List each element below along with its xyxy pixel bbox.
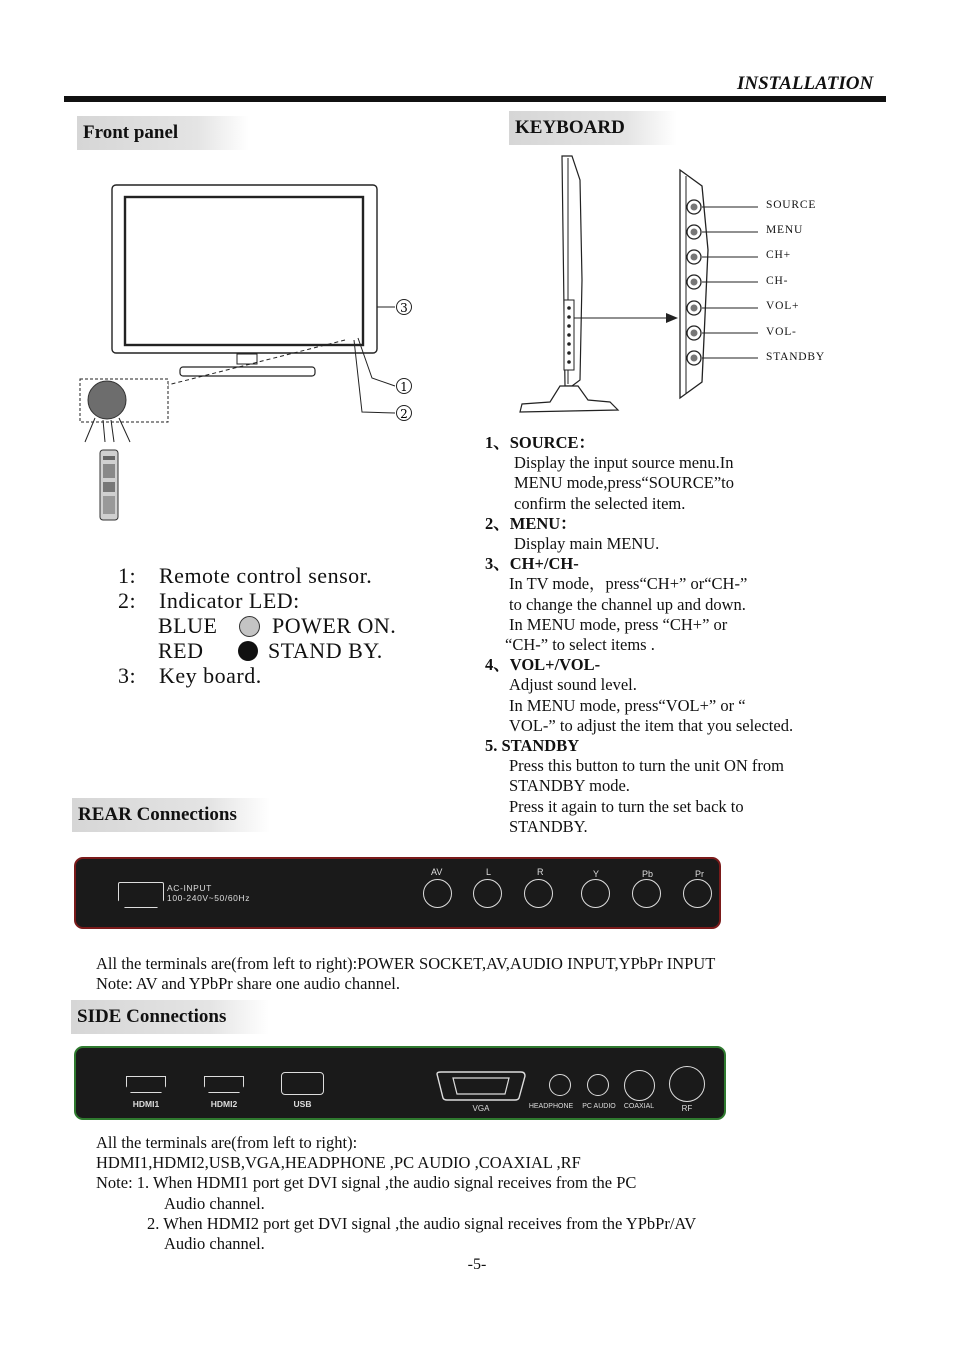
remote-sensor-icon [88, 381, 126, 419]
kb-item-line: STANDBY mode. [509, 776, 630, 796]
kb-label-source: SOURCE [766, 199, 817, 211]
remote-control-icon [100, 450, 118, 520]
jack-label-y: Y [593, 869, 600, 879]
legend-num: 2: [118, 588, 137, 613]
kb-item-line: STANDBY. [509, 816, 588, 836]
side-description-1: All the terminals are(from left to right): [96, 1133, 358, 1152]
kb-item-heading: 3、CH+/CH- [485, 554, 579, 574]
kb-item-line: to change the channel up and down. [509, 594, 746, 614]
rear-connections-heading: REAR Connections [72, 798, 270, 832]
kb-item-line: Adjust sound level. [509, 675, 637, 695]
ac-input-label [167, 883, 250, 903]
port-label-pc-audio: PC AUDIO [582, 1103, 616, 1110]
front-panel-diagram [70, 180, 430, 530]
rear-note: Note: AV and YPbPr share one audio channel. [96, 974, 400, 993]
header-rule [64, 96, 886, 102]
coaxial-jack-icon [624, 1070, 655, 1101]
legend-num: 3: [118, 663, 137, 688]
audio-r-jack-icon [524, 879, 553, 908]
kb-item-line: In MENU mode, press “CH+” or [509, 614, 728, 634]
tv-stand [180, 367, 315, 376]
kb-item-line: Display the input source menu.In [514, 453, 734, 473]
av-jack-icon [423, 879, 452, 908]
kb-item-line: Press it again to turn the set back to [509, 796, 744, 816]
side-note-1-cont: Audio channel. [164, 1194, 265, 1213]
keyboard-descriptions [485, 433, 865, 837]
rf-jack-icon [669, 1066, 705, 1102]
legend-text: Indicator LED: [159, 588, 300, 613]
svg-text:1: 1 [400, 380, 408, 394]
svg-text:2: 2 [400, 407, 408, 421]
led-color-blue: BLUE [158, 613, 218, 638]
jack-label-r: R [537, 867, 544, 877]
hdmi2-port-icon [204, 1076, 244, 1093]
side-note-1: Note: 1. When HDMI1 port get DVI signal ,the audio signal receives from the PC [96, 1173, 637, 1192]
port-label-hdmi1: HDMI1 [132, 1099, 160, 1109]
kb-item-line: In TV mode，press“CH+” or“CH-” [509, 574, 748, 594]
kb-label-ch-up: CH+ [766, 249, 791, 261]
audio-l-jack-icon [473, 879, 502, 908]
jack-label-pb: Pb [642, 869, 654, 879]
blue-led-icon [239, 616, 260, 637]
legend-text: Key board. [159, 663, 262, 688]
front-panel-heading: Front panel [77, 116, 249, 150]
kb-item-line: Display main MENU. [514, 534, 660, 554]
ac-input-line: AC-INPUT [167, 883, 212, 893]
ac-input-rating: 100-240V~50/60Hz [167, 893, 251, 903]
legend-text: Remote control sensor. [159, 563, 373, 588]
kb-item-line: “CH-” to select items . [505, 635, 655, 655]
tv-side-profile [520, 156, 618, 412]
vga-port-icon [435, 1070, 527, 1102]
port-label-rf: RF [681, 1104, 693, 1113]
tv-screen [125, 197, 363, 345]
power-socket-icon [118, 882, 164, 908]
kb-item-line: Press this button to turn the unit ON from [509, 756, 784, 776]
kb-item-heading: 2、MENU： [485, 513, 577, 533]
side-note-2: 2. When HDMI2 port get DVI signal ,the audio signal receives from the YPbPr/AV [147, 1214, 697, 1233]
kb-label-vol-up: VOL+ [766, 300, 800, 312]
led-state-standby: STAND BY. [268, 638, 383, 663]
page-number: -5- [467, 1256, 487, 1273]
kb-label-ch-down: CH- [766, 275, 789, 287]
port-label-vga: VGA [472, 1104, 490, 1113]
legend-num: 1: [118, 563, 137, 588]
y-jack-icon [581, 879, 610, 908]
led-color-red: RED [158, 638, 204, 663]
jack-label-l: L [486, 867, 492, 877]
svg-text:3: 3 [400, 301, 408, 315]
red-led-icon [238, 641, 258, 661]
keyboard-heading: KEYBOARD [509, 111, 677, 145]
pr-jack-icon [683, 879, 712, 908]
kb-item-line: confirm the selected item. [514, 493, 686, 513]
hdmi1-port-icon [126, 1076, 166, 1093]
side-panel [74, 1046, 726, 1120]
jack-label-av: AV [431, 867, 443, 877]
rear-description: All the terminals are(from left to right):POWER SOCKET,AV,AUDIO INPUT,YPbPr INPUT [96, 954, 716, 973]
port-label-headphone: HEADPHONE [528, 1103, 574, 1110]
kb-item-line: VOL-” to adjust the item that you selected. [509, 715, 794, 735]
kb-item-line: In MENU mode, press“VOL+” or “ [509, 695, 746, 715]
side-description-2: HDMI1,HDMI2,USB,VGA,HEADPHONE ,PC AUDIO ,COAXIAL ,RF [96, 1153, 581, 1172]
port-label-hdmi2: HDMI2 [210, 1099, 238, 1109]
kb-item-heading: 1、SOURCE： [485, 433, 596, 452]
pc-audio-jack-icon [587, 1074, 609, 1096]
kb-label-menu: MENU [766, 224, 804, 236]
port-label-usb: USB [293, 1099, 312, 1109]
rear-panel [74, 857, 721, 929]
port-label-coaxial: COAXIAL [623, 1103, 655, 1110]
headphone-jack-icon [549, 1074, 571, 1096]
pb-jack-icon [632, 879, 661, 908]
usb-port-icon [281, 1072, 324, 1095]
kb-item-heading: 4、VOL+/VOL- [485, 655, 601, 675]
kb-label-vol-down: VOL- [766, 326, 797, 338]
kb-item-heading: 5. STANDBY [485, 736, 580, 756]
jack-label-pr: Pr [695, 869, 704, 879]
led-state-power-on: POWER ON. [272, 613, 397, 638]
side-connections-heading: SIDE Connections [71, 1000, 269, 1034]
side-note-2-cont: Audio channel. [164, 1234, 265, 1253]
kb-item-line: MENU mode,press“SOURCE”to [514, 473, 734, 493]
section-title: INSTALLATION [737, 73, 874, 94]
keyboard-diagram [510, 150, 760, 420]
kb-label-standby: STANDBY [766, 351, 825, 363]
